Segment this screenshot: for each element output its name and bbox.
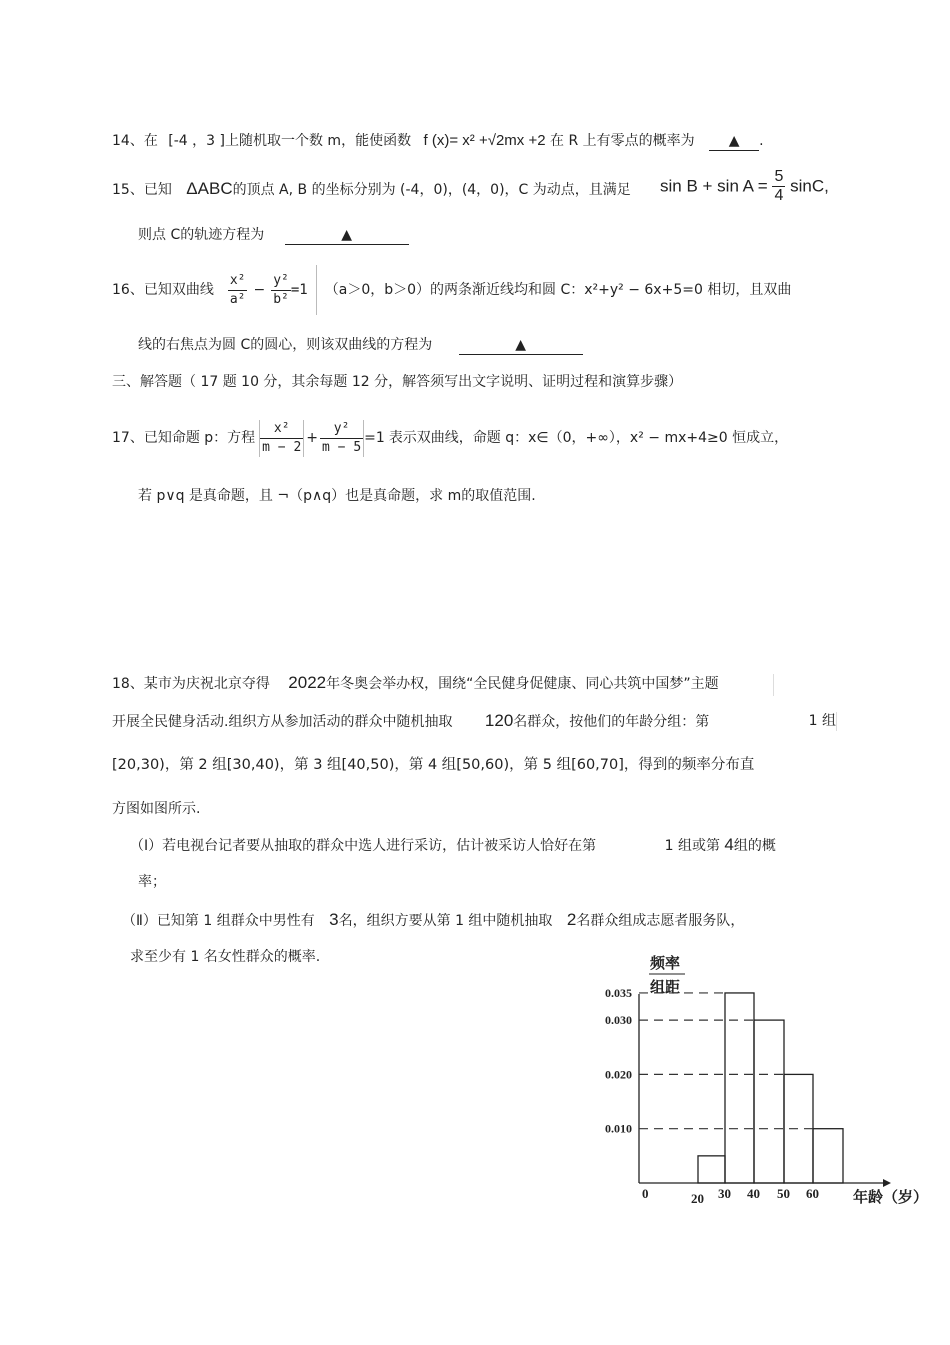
q15-frac-den: 4 — [774, 187, 784, 204]
q18-line2b: 名群众，按他们的年龄分组：第 — [513, 714, 710, 730]
q14-middle: 上随机取一个数 m，能使函数 — [224, 133, 412, 149]
q18-line4: 方图如图所示. — [112, 801, 201, 817]
histogram-bar — [725, 993, 754, 1183]
q17-frac1-num: x² — [260, 420, 303, 439]
q15-fraction — [772, 168, 785, 205]
q17-frac2-den: m − 5 — [322, 439, 362, 455]
q18-part2a: （Ⅱ）已知第 1 组群众中男性有 — [122, 913, 315, 929]
q17-plus: + — [306, 430, 319, 446]
q18-part1-line2: 率； — [138, 874, 166, 890]
q16-text: （a＞0，b＞0）的两条渐近线均和圆 C：x²+y² − 6x+5=0 相切，且双曲 — [324, 282, 792, 298]
q14-end: . — [759, 133, 764, 149]
q18-year: 2022 — [288, 673, 327, 692]
y-tick-label: 0.010 — [605, 1121, 632, 1136]
q15-triangle: ΔABC — [186, 179, 233, 198]
q17-frac-1 — [259, 420, 304, 457]
x-tick-label: 30 — [718, 1186, 731, 1201]
q18-part2-line2: 求至少有 1 名女性群众的概率. — [130, 949, 321, 965]
q17-text: 表示双曲线，命题 q：x∈（0，+∞），x² − mx+4≥0 恒成立， — [388, 430, 789, 446]
q15-prefix: 15、已知 — [112, 182, 172, 198]
q15-eq-left: sin B + sin A = — [660, 176, 768, 196]
q18-line1 — [112, 674, 774, 696]
q15-line2 — [138, 226, 409, 245]
x-tick-label: 60 — [806, 1186, 819, 1201]
triangle-mark-icon: ▲ — [728, 133, 740, 149]
y-tick-label: 0.035 — [605, 985, 632, 1000]
q18-line2 — [112, 712, 837, 731]
y-tick-label: 0.030 — [605, 1013, 632, 1028]
q18-line1a: 18、某市为庆祝北京夺得 — [112, 676, 270, 692]
q16-line2 — [138, 336, 583, 355]
question-17 — [112, 412, 788, 464]
histogram-bar — [813, 1129, 843, 1183]
q15-eq-right: sinC, — [790, 176, 829, 196]
q18-line2a: 开展全民健身活动.组织方从参加活动的群众中随机抽取 — [112, 714, 453, 730]
triangle-mark-icon: ▲ — [341, 227, 353, 243]
q14-answer-blank — [709, 132, 759, 151]
histogram-bar — [698, 1156, 725, 1183]
q18-group1: 1 组 — [808, 713, 836, 729]
q16-frac1-den: a² — [229, 291, 246, 307]
q16-minus: − — [253, 282, 266, 298]
x-axis-arrow-icon — [883, 1179, 891, 1187]
q18-four: 4 — [724, 835, 734, 854]
q18-part2c: 名群众组成志愿者服务队， — [576, 913, 745, 929]
triangle-mark-icon: ▲ — [515, 337, 527, 353]
q14-function: f (x)= x² +√2mx +2 — [423, 132, 546, 149]
x-tick-label: 20 — [691, 1191, 704, 1206]
q18-part2 — [122, 911, 744, 930]
x-tick-label: 50 — [777, 1186, 790, 1201]
q18-line1b: 年冬奥会举办权，围绕“全民健身促健康、同心共筑中国梦”主题 — [326, 676, 719, 692]
q15-frac-num: 5 — [774, 168, 784, 185]
q15-text: 的顶点 A, B 的坐标分别为 (-4，0)，(4，0)，C 为动点，且满足 — [232, 182, 631, 198]
q16-frac-1 — [228, 272, 248, 309]
q18-num120: 120 — [484, 711, 514, 730]
q18-three: 3 — [329, 910, 339, 929]
q16-frac2-den: b² — [273, 291, 289, 307]
q16-eq: =1 — [290, 282, 308, 298]
q17-frac1-den: m − 2 — [262, 439, 302, 455]
q16-divider — [316, 265, 317, 315]
q17-eq: =1 — [364, 430, 385, 446]
q17-prefix: 17、已知命题 p：方程 — [112, 430, 256, 446]
q16-line2-text: 线的右焦点为圆 C的圆心，则该双曲线的方程为 — [138, 337, 433, 353]
q16-answer-blank — [459, 336, 583, 355]
frequency-histogram — [595, 950, 935, 1210]
q17-line2: 若 p∨q 是真命题，且 ¬（p∧q）也是真命题，求 m的取值范围. — [138, 488, 536, 504]
q18-line3: [20,30)，第 2 组[30,40)，第 3 组[40,50)，第 4 组[50,60)，第 5 组[60,70]，得到的频率分布直 — [112, 757, 755, 773]
question-14 — [112, 132, 764, 151]
histogram-bar — [754, 1020, 784, 1183]
q18-part1b: 1 组或第 — [664, 838, 720, 854]
q16-frac2-num: y² — [271, 272, 291, 291]
question-16 — [112, 264, 791, 316]
q14-interval: [-4 ，3 ] — [168, 133, 225, 149]
q14-prefix: 14、在 — [112, 133, 158, 149]
q18-two: 2 — [566, 910, 577, 929]
q16-frac1-num: x² — [228, 272, 248, 291]
q15-equation — [660, 168, 829, 205]
q15-line2-text: 则点 C的轨迹方程为 — [138, 227, 265, 243]
x-tick-label: 0 — [642, 1186, 649, 1201]
x-axis-label: 年龄（岁） — [853, 1190, 929, 1206]
x-tick-label: 40 — [747, 1186, 760, 1201]
y-label-bottom: 组距 — [650, 980, 681, 996]
q16-prefix: 16、已知双曲线 — [112, 282, 214, 298]
q17-frac2-num: y² — [320, 420, 363, 439]
q16-frac-2 — [271, 272, 291, 309]
q14-suffix: 在 R 上有零点的概率为 — [550, 133, 695, 149]
q17-frac-2 — [320, 420, 364, 457]
q15-answer-blank — [285, 226, 409, 245]
q18-part1c: 组的概 — [733, 838, 776, 854]
y-tick-label: 0.020 — [605, 1067, 632, 1082]
q18-part1a: （Ⅰ）若电视台记者要从抽取的群众中选人进行采访，估计被采访人恰好在第 — [130, 838, 597, 854]
question-15 — [112, 180, 631, 199]
y-label-top: 频率 — [650, 956, 681, 972]
q18-part1 — [130, 836, 776, 855]
q18-part2b: 名，组织方要从第 1 组中随机抽取 — [338, 913, 553, 929]
section-3-heading: 三、解答题（ 17 题 10 分，其余每题 12 分，解答须写出文字说明、证明过程和演算步骤） — [112, 374, 683, 390]
